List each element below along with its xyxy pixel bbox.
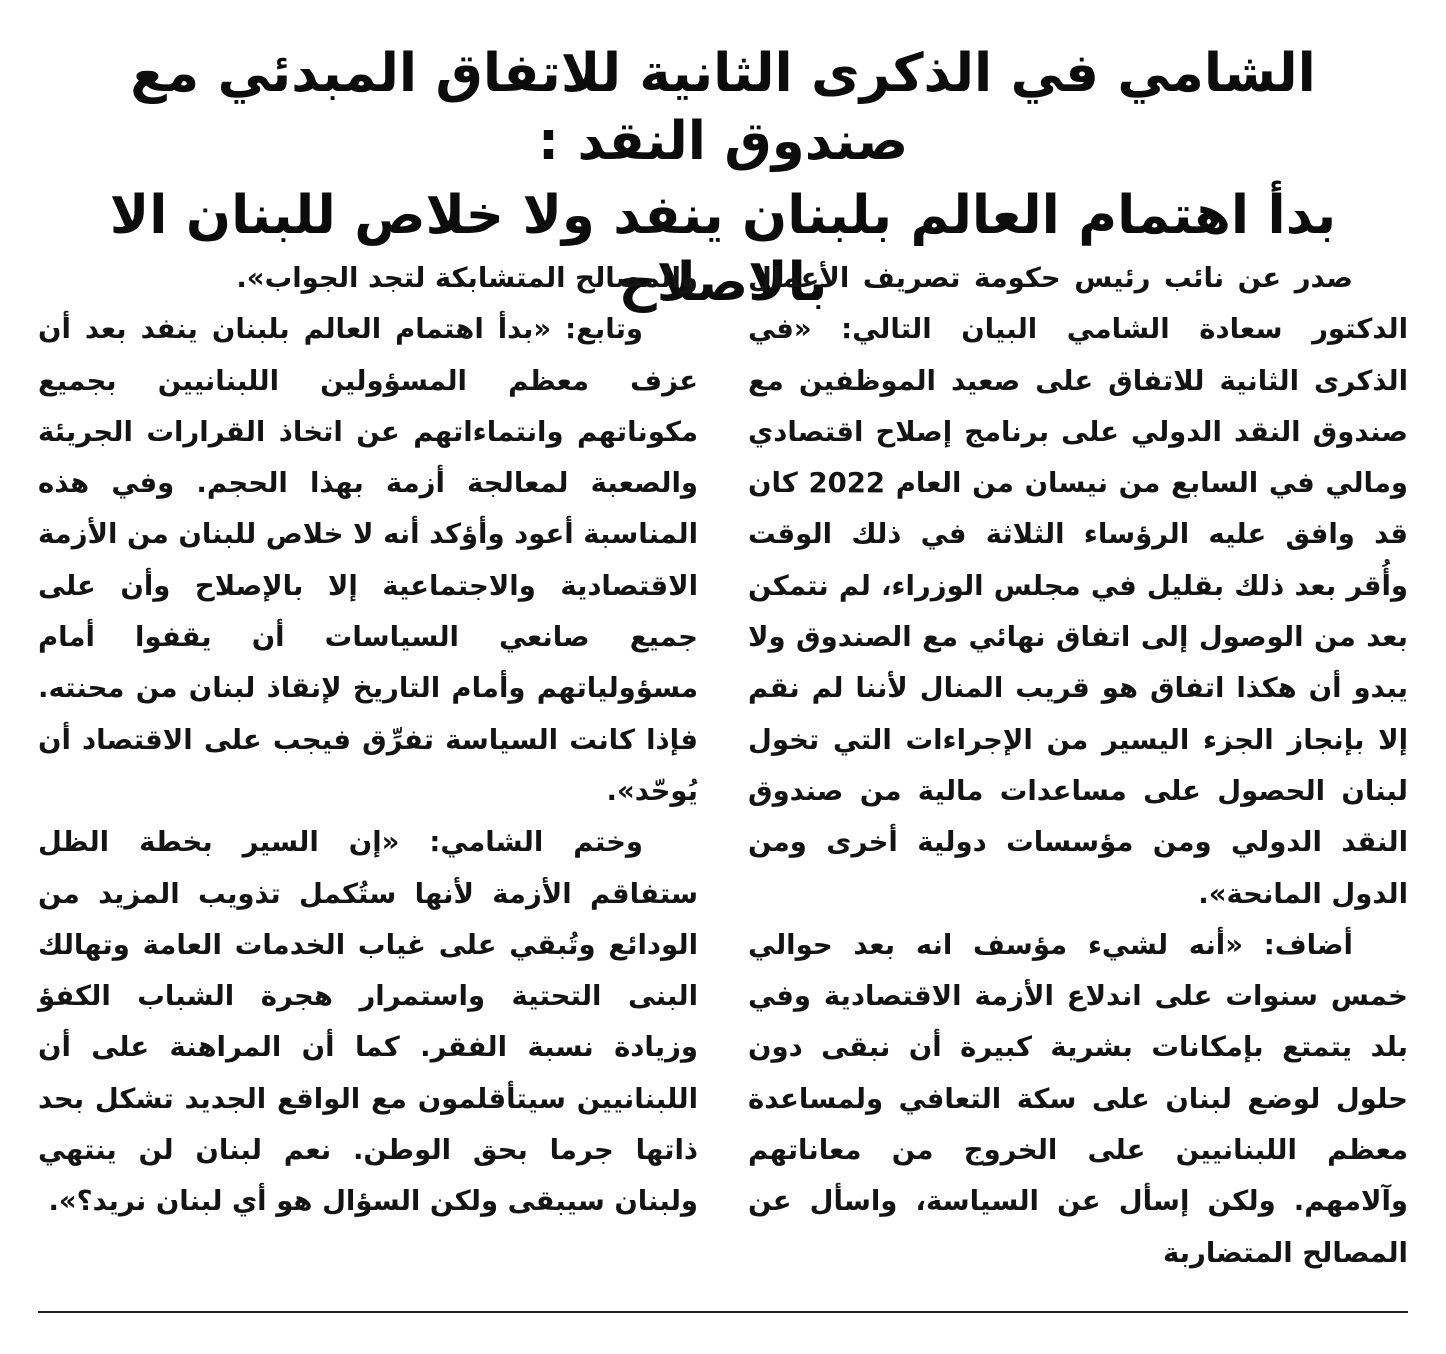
column-left (38, 253, 698, 1228)
column-right (748, 253, 1408, 1279)
article-body (38, 253, 1408, 1293)
bottom-divider (38, 1311, 1408, 1313)
headline-line-2: بدأ اهتمام العالم بلبنان ينفد ولا خلاص للبنان الا بالاصلاح (109, 184, 1337, 314)
headline-line-1: الشامي في الذكرى الثانية للاتفاق المبدئي مع صندوق النقد : (130, 43, 1316, 172)
news-article (38, 40, 1408, 1340)
paragraph-continued-2: وتابع: «بدأ اهتمام العالم بلبنان ينفد بعد أن عزف معظم المسؤولين اللبنانيين بجميع مكوناتهم وانتماءاتهم عن اتخاذ القرارات الجريئة والصعبة لمعالجة أزمة بهذا الحجم. وفي هذه المناسبة أعود وأؤكد أنه لا خلاص للبنان من الأزمة الاقتصادية والاجتماعية إلا بالإصلاح وأن على جميع صانعي السياسات أن يقفوا أمام مسؤولياتهم وأمام التاريخ لإنقاذ لبنان من محنته. فإذا كانت السياسة تفرِّق فيجب على الاقتصاد أن يُوحّد». (38, 313, 698, 807)
paragraph-added: أضاف: «أنه لشيء مؤسف انه بعد حوالي خمس سنوات على اندلاع الأزمة الاقتصادية وفي بلد يتمتع بإمكانات بشرية كبيرة أن نبقى دون حلول لوضع لبنان على سكة التعافي ولمساعدة معظم اللبنانيين على الخروج من معاناتهم وآلامهم. ولكن إسأل عن السياسة، واسأل عن المصالح المتضاربة (748, 928, 1408, 1269)
paragraph-continued: والمصالح المتشابكة لتجد الجواب». (236, 262, 698, 294)
paragraph-statement: صدر عن نائب رئيس حكومة تصريف الأعمال الدكتور سعادة الشامي البيان التالي: «في الذكرى الثانية للاتفاق على صعيد الموظفين مع صندوق النقد الدولي على برنامج إصلاح اقتصادي ومالي في السابع من نيسان من العام 2022 كان قد وافق عليه الرؤساء الثلاثة في ذلك الوقت وأُقر بعد ذلك بقليل في مجلس الوزراء، لم نتمكن بعد من الوصول إلى اتفاق نهائي مع الصندوق ولا يبدو أن هكذا اتفاق هو قريب المنال لأننا لم نقم إلا بإنجاز الجزء اليسير من الإجراءات التي تخول لبنان الحصول على مساعدات مالية من صندوق النقد الدولي ومن مؤسسات دولية أخرى ومن الدول المانحة». (748, 262, 1408, 910)
paragraph-concluded: وختم الشامي: «إن السير بخطة الظل ستفاقم الأزمة لأنها ستُكمل تذويب المزيد من الودائع وتُبقي على غياب الخدمات العامة وتهالك البنى التحتية واستمرار هجرة الشباب الكفؤ وزيادة نسبة الفقر. كما أن المراهنة على أن اللبنانيين سيتأقلمون مع الواقع الجديد تشكل بحد ذاتها جرما بحق الوطن. نعم لبنان لن ينتهي ولبنان سيبقى ولكن السؤال هو أي لبنان نريد؟». (38, 826, 698, 1218)
